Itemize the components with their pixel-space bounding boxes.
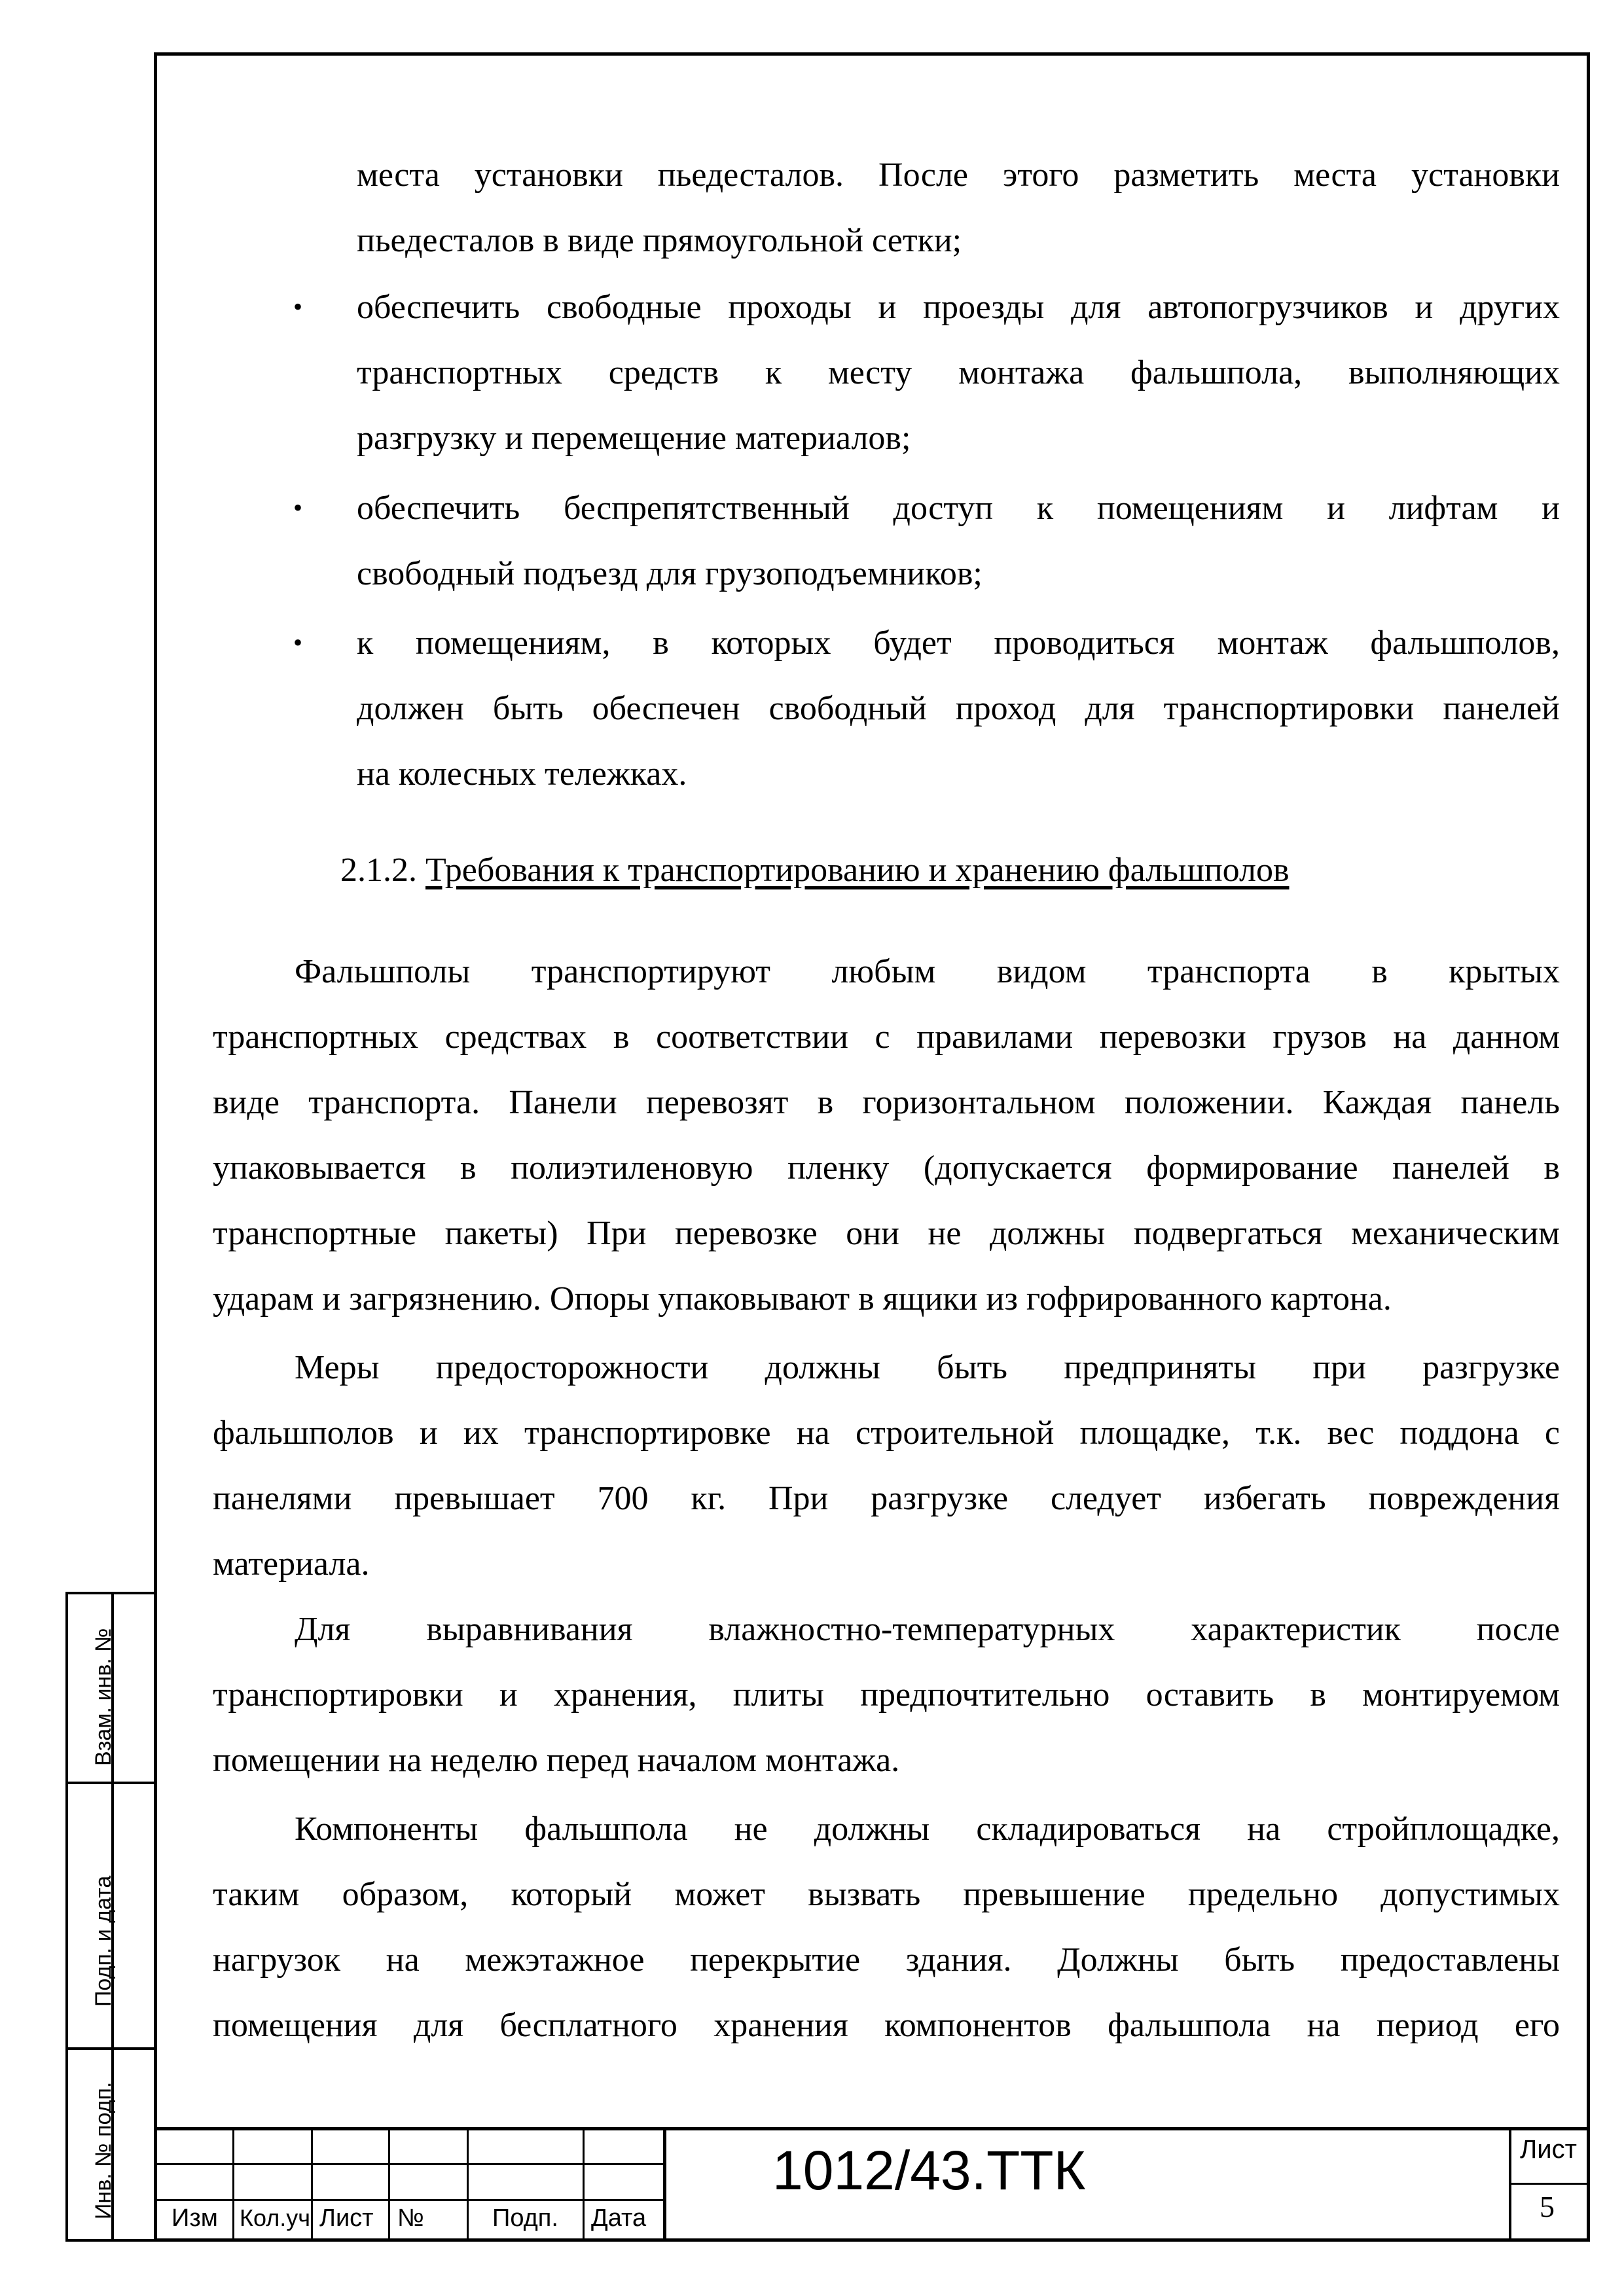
text-line: на колесных тележках. [357,755,687,793]
text-line: Фальшполы транспортируют любым видом транспорта в крытых [295,953,1560,990]
title-block-col-divider [467,2127,469,2238]
text-line: транспортных средств к месту монтажа фальшпола, выполняющих [357,354,1560,391]
text-line: к помещениям, в которых будет проводиться монтаж фальшполов, [357,624,1560,662]
text-line: помещении на неделю перед началом монтажа. [213,1742,900,1779]
text-line: фальшполов и их транспортировке на строительной площадке, т.к. вес поддона с [213,1414,1560,1452]
text-line: Меры предосторожности должны быть предприняты при разгрузке [295,1349,1560,1386]
title-block-col-divider [388,2127,390,2238]
text-line: свободный подъезд для грузоподъемников; [357,555,983,592]
section-title: Требования к транспортированию и хранению фальшполов [425,852,1290,889]
text-line: упаковывается в полиэтиленовую пленку (допускается формирование панелей в [213,1149,1560,1187]
side-stamp [65,1592,157,2242]
bullet-icon: • [293,628,303,657]
text-line: транспортные пакеты) При перевозке они не должны подвергаться механическим [213,1215,1560,1252]
title-block-col-divider [232,2127,234,2238]
column-label-doc-number: № [397,2204,424,2232]
text-line: транспортных средствах в соответствии с правилами перевозки грузов на данном [213,1018,1560,1056]
column-label-sheet: Лист [319,2204,374,2232]
side-stamp-label-inventory: Инв. № подп. [91,2081,116,2219]
document-code: 1012/43.ТТК [772,2140,1086,2201]
column-label-date: Дата [591,2204,647,2232]
text-line: обеспечить свободные проходы и проезды для автопогрузчиков и других [357,289,1560,326]
text-line: ударам и загрязнению. Опоры упаковывают в ящики из гофрированного картона. [213,1280,1392,1318]
section-heading [340,851,1290,889]
title-block-col-divider [663,2127,666,2238]
column-label-signature: Подп. [492,2204,558,2232]
column-label-quantity: Кол.уч [240,2204,310,2231]
title-block-top-border [157,2127,1587,2130]
sheet-label: Лист [1520,2135,1577,2164]
side-stamp-label-replacement: Взам. инв. № [91,1628,116,1766]
text-line: материала. [213,1545,370,1583]
section-number: 2.1.2. [340,852,417,889]
text-line: должен быть обеспечен свободный проход для транспортировки панелей [357,690,1560,727]
text-line: места установки пьедесталов. После этого разметить места установки [357,156,1560,194]
text-line: обеспечить беспрепятственный доступ к помещениям и лифтам и [357,490,1560,527]
side-stamp-label-signature: Подп. и дата [91,1875,116,2007]
text-line: таким образом, который может вызвать превышение предельно допустимых [213,1876,1560,1913]
text-line: панелями превышает 700 кг. При разгрузке следует избегать повреждения [213,1480,1560,1517]
bullet-icon: • [293,493,303,522]
sheet-number: 5 [1540,2190,1555,2223]
text-line: нагрузок на межэтажное перекрытие здания. Должны быть предоставлены [213,1941,1560,1979]
title-block-col-divider [311,2127,313,2238]
text-line: Компоненты фальшпола не должны складироваться на стройплощадке, [295,1810,1560,1848]
text-line: транспортировки и хранения, плиты предпочтительно оставить в монтируемом [213,1676,1560,1713]
sheet-cell-divider [1509,2183,1587,2185]
text-line: пьедесталов в виде прямоугольной сетки; [357,222,962,259]
title-block-col-divider [583,2127,585,2238]
column-label-change: Изм [171,2204,218,2232]
text-line: виде транспорта. Панели перевозят в горизонтальном положении. Каждая панель [213,1084,1560,1121]
text-line: разгрузку и перемещение материалов; [357,420,911,457]
text-line: помещения для бесплатного хранения компонентов фальшпола на период его [213,2007,1560,2044]
title-block-col-divider [1509,2127,1511,2238]
bullet-icon: • [293,292,303,321]
text-line: Для выравнивания влажностно-температурных характеристик после [295,1611,1560,1648]
